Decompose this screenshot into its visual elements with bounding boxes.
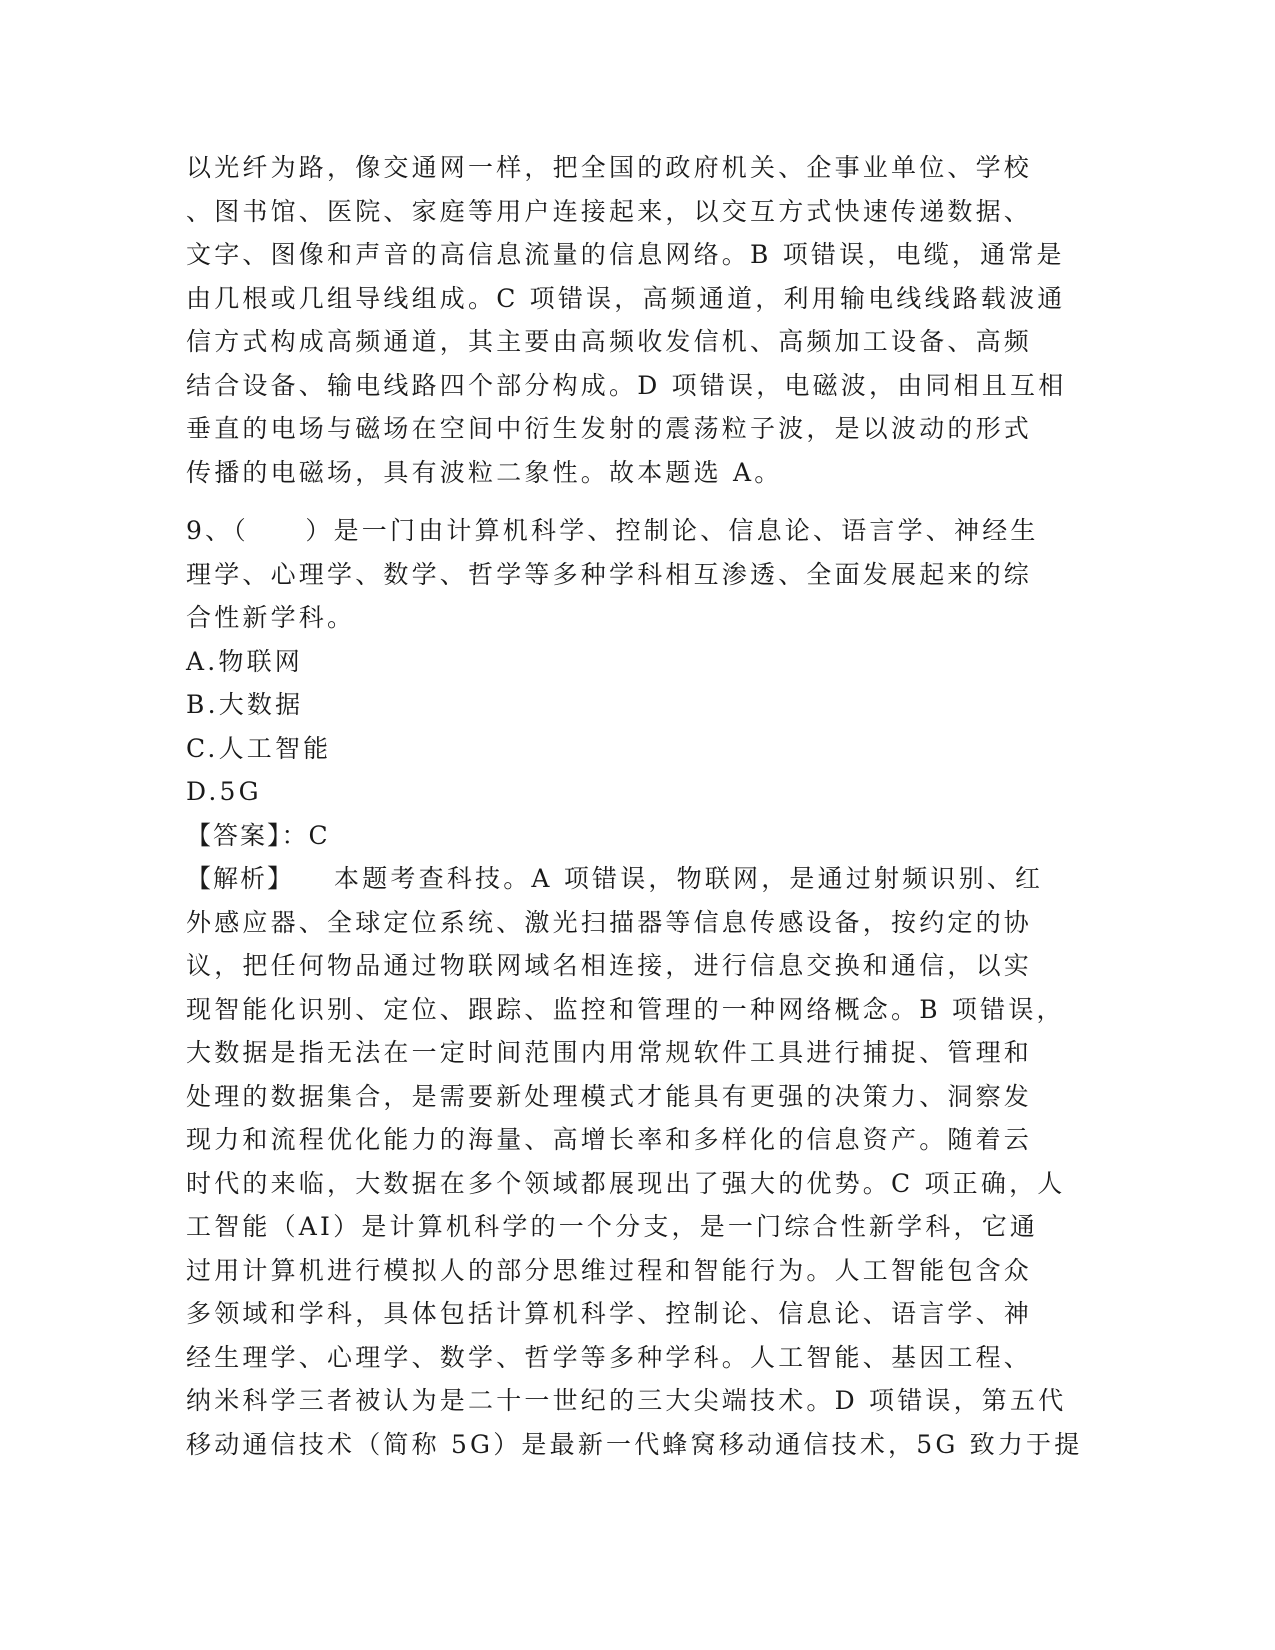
analysis-line: 大数据是指无法在一定时间范围内用常规软件工具进行捕捉、管理和	[186, 1038, 1033, 1067]
analysis-line: 经生理学、心理学、数学、哲学等多种学科。人工智能、基因工程、	[186, 1342, 1033, 1372]
analysis-first-line	[186, 857, 1086, 901]
analysis-line: 现力和流程优化能力的海量、高增长率和多样化的信息资产。随着云	[186, 1125, 1033, 1154]
answer-line	[186, 814, 1086, 858]
text-line: 传播的电磁场，具有波粒二象性。故本题选 A。	[186, 457, 783, 487]
text-line: 文字、图像和声音的高信息流量的信息网络。B 项错误，电缆，通常是	[186, 240, 1065, 269]
option-b: B.大数据	[186, 690, 304, 719]
analysis-line: 多领域和学科，具体包括计算机科学、控制论、信息论、语言学、神	[186, 1299, 1033, 1328]
question-stem-line: 理学、心理学、数学、哲学等多种学科相互渗透、全面发展起来的综	[186, 559, 1033, 589]
previous-explanation	[186, 146, 1086, 494]
question-stem-line: 9、（ ）是一门由计算机科学、控制论、信息论、语言学、神经生	[186, 516, 1039, 545]
analysis-line: 移动通信技术（简称 5G）是最新一代蜂窝移动通信技术，5G 致力于提	[186, 1429, 1083, 1459]
answer-value: C	[308, 820, 331, 850]
document-page	[186, 146, 1086, 1466]
answer-label: 【答案】：	[186, 820, 309, 850]
analysis-line: 过用计算机进行模拟人的部分思维过程和智能行为。人工智能包含众	[186, 1255, 1033, 1285]
text-line: 以光纤为路，像交通网一样，把全国的政府机关、企事业单位、学校	[186, 153, 1033, 182]
paragraph-gap	[186, 494, 1086, 509]
analysis-line: 纳米科学三者被认为是二十一世纪的三大尖端技术。D 项错误，第五代	[186, 1386, 1067, 1415]
analysis-line: 工智能（AI）是计算机科学的一个分支，是一门综合性新学科，它通	[186, 1212, 1039, 1241]
analysis-text: 本题考查科技。A 项错误，物联网，是通过射频识别、红	[334, 864, 1044, 893]
analysis-label: 【解析】	[186, 864, 295, 893]
option-a: A.物联网	[186, 646, 304, 676]
question-9	[186, 509, 1086, 1466]
option-c: C.人工智能	[186, 733, 332, 763]
text-line: 信方式构成高频通道，其主要由高频收发信机、高频加工设备、高频	[186, 327, 1033, 356]
analysis-line: 现智能化识别、定位、跟踪、监控和管理的一种网络概念。B 项错误，	[186, 994, 1065, 1024]
text-line: 垂直的电场与磁场在空间中衍生发射的震荡粒子波，是以波动的形式	[186, 414, 1033, 443]
analysis-line: 外感应器、全球定位系统、激光扫描器等信息传感设备，按约定的协	[186, 907, 1033, 937]
analysis-line: 议，把任何物品通过物联网域名相连接，进行信息交换和通信，以实	[186, 951, 1033, 980]
text-line: 结合设备、输电线路四个部分构成。D 项错误，电磁波，由同相且互相	[186, 370, 1067, 400]
question-stem-line: 合性新学科。	[186, 603, 356, 632]
text-line: 、图书馆、医院、家庭等用户连接起来，以交互方式快速传递数据、	[186, 196, 1033, 226]
analysis-line: 处理的数据集合，是需要新处理模式才能具有更强的决策力、洞察发	[186, 1081, 1033, 1111]
option-d: D.5G	[186, 777, 262, 806]
analysis-line: 时代的来临，大数据在多个领域都展现出了强大的优势。C 项正确，人	[186, 1168, 1066, 1198]
text-line: 由几根或几组导线组成。C 项错误，高频通道，利用输电线线路载波通	[186, 283, 1066, 313]
